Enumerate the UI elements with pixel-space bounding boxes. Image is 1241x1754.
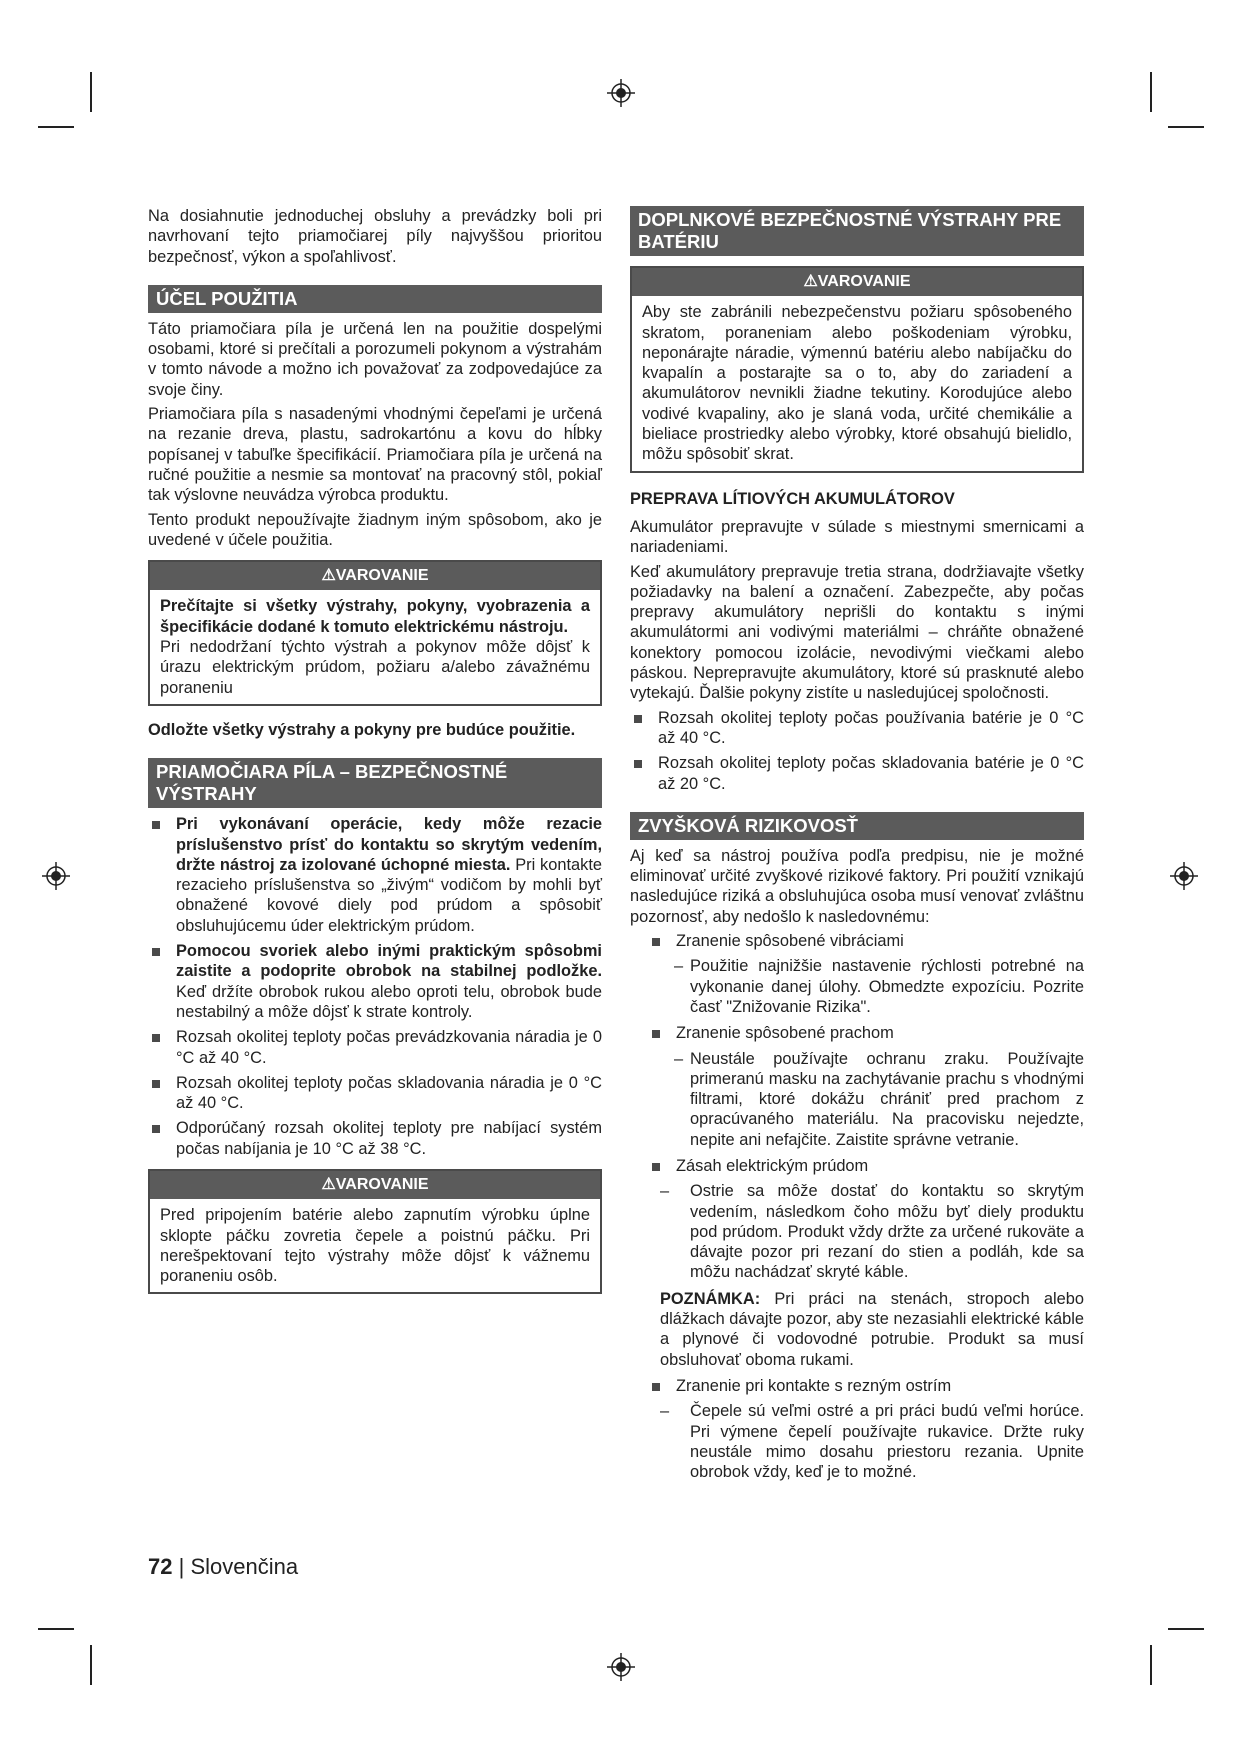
list-item: Zranenie spôsobené prachom (630, 1023, 1084, 1043)
warning-triangle-icon: ⚠ (321, 1175, 336, 1193)
section-heading-battery: DOPLNKOVÉ BEZPEČNOSTNÉ VÝSTRAHY PRE BATÉRIU (630, 206, 1084, 256)
list-item: Zásah elektrickým prúdom (630, 1156, 1084, 1176)
registration-mark-icon (42, 862, 70, 890)
warning-text: Aby ste zabránili nebezpečenstvu požiaru spôsobeného skratom, poraneniam alebo poškodeniam výrobku, neponárajte náradie, výmennú batériu alebo nabíjačku do kvapalín a postarajte sa o to, aby do zariadení a akumulátorov nevnikli žiadne tekutiny. Korodujúce alebo vodivé kvapaliny, ako je slaná voda, určité chemikálie a bieliace prostriedky alebo výrobky, ktoré obsahujú bielidlo, môžu spôsobiť skrat. (642, 303, 1072, 464)
crop-mark (1150, 1645, 1152, 1685)
section-heading-risk: ZVYŠKOVÁ RIZIKOVOSŤ (630, 812, 1084, 840)
list-item: Pomocou svoriek alebo inými praktickým spôsobmi zaistite a podoprite obrobok na stabilnej podložke. Keď držíte obrobok rukou alebo oproti telu, obrobok bude nestabilný a môže dôjsť k strate kontroly. (148, 941, 602, 1022)
risk-paragraph: Aj keď sa nástroj používa podľa predpisu, nie je možné eliminovať určité zvyškové rizikové faktory. Pri použití vznikajú nasledujúce riziká a obsluhujúca osoba musí venovať zvláštnu pozornosť, aby nedošlo k nasledovnému: (630, 846, 1084, 926)
crop-mark (1168, 1628, 1204, 1630)
list-item: Rozsah okolitej teploty počas skladovania náradia je 0 °C až 40 °C. (148, 1073, 602, 1114)
page-number: 72 (148, 1554, 173, 1579)
use-paragraph: Táto priamočiara píla je určená len na použitie dospelými osobami, ktoré si prečítali a porozumeli pokynom a výstrahám v tomto návode a možno ich považovať za zodpovedajúce za svoje činy. (148, 319, 602, 399)
risk-detail: – Použitie najnižšie nastavenie rýchlosti potrebné na vykonanie danej úlohy. Obmedzte expozíciu. Pozrite časť "Znižovanie Rizika". (630, 956, 1084, 1017)
list-item: Zranenie spôsobené vibráciami (630, 931, 1084, 951)
list-item: Pri vykonávaní operácie, kedy môže rezacie príslušenstvo prísť do kontaktu so skrytým vedením, držte nástroj za izolované úchopné miesta. Pri kontakte rezacieho príslušenstva so „živým“ vodičom by mohli byť obnažené kovové diely pod prúdom a spôsobiť obsluhujúcemu úder elektrickým prúdom. (148, 814, 602, 936)
transport-list (630, 708, 1084, 794)
right-column (630, 206, 1084, 1488)
section-heading-use: ÚČEL POUŽITIA (148, 285, 602, 313)
transport-paragraph: Keď akumulátory prepravuje tretia strana, dodržiavajte všetky požiadavky na balení a označení. Zabezpečte, aby počas prepravy akumulátory neprišli do kontaktu s inými akumulátormi ani vodivými materiálmi – chráňte obnažené konektory pomocou izolácie, nevodivými viečkami alebo páskou. Neprepravujte akumulátory, ktoré sú prasknuté alebo vytekajú. Ďalšie pokyny zistíte u nasledujúcej spoločnosti. (630, 562, 1084, 703)
warning-title: ⚠VAROVANIE (150, 562, 600, 590)
warning-text: Pred pripojením batérie alebo zapnutím výrobku úplne sklopte páčku zovretia čepele a poistnú páčku. Pri nerešpektovaní tejto výstrahy môže dôjsť k vážnemu poraneniu osôb. (160, 1206, 590, 1286)
risk-list (630, 931, 1084, 951)
list-item: Zranenie pri kontakte s rezným ostrím (630, 1376, 1084, 1396)
risk-detail: – Čepele sú veľmi ostré a pri práci budú veľmi horúce. Pri výmene čepelí používajte rukavice. Držte ruky neustále mimo dosahu priestoru rezania. Upnite obrobok vždy, keď je to možné. (630, 1401, 1084, 1482)
crop-mark (38, 126, 74, 128)
warning-box (148, 560, 602, 706)
crop-mark (38, 1628, 74, 1630)
footer-language: Slovenčina (190, 1554, 299, 1579)
crop-mark (1168, 126, 1204, 128)
warning-text: Pri nedodržaní týchto výstrah a pokynov môže dôjsť k úrazu elektrickým prúdom, požiaru a/alebo závažnému poraneniu (160, 638, 590, 697)
subheading-transport: PREPRAVA LÍTIOVÝCH AKUMULÁTOROV (630, 489, 955, 508)
transport-paragraph: Akumulátor prepravujte v súlade s miestnymi smernicami a nariadeniami. (630, 517, 1084, 557)
registration-mark-icon (1170, 862, 1198, 890)
list-item: Rozsah okolitej teploty počas používania batérie je 0 °C až 40 °C. (630, 708, 1084, 749)
warning-title: ⚠VAROVANIE (150, 1171, 600, 1199)
page-footer (148, 1554, 298, 1580)
crop-mark (1150, 72, 1152, 112)
registration-mark-icon (607, 1653, 635, 1681)
list-item: Rozsah okolitej teploty počas skladovania batérie je 0 °C až 20 °C. (630, 753, 1084, 794)
section-heading-safety: PRIAMOČIARA PÍLA – BEZPEČNOSTNÉ VÝSTRAHY (148, 758, 602, 808)
risk-detail: – Ostrie sa môže dostať do kontaktu so skrytým vedením, následkom čoho môžu byť diely produktu pod prúdom. Produkt vždy držte za určené rukoväte a dávajte pozor pri rezaní do stien a podláh, kde sa môžu nachádzať skryté káble. (630, 1181, 1084, 1282)
warning-box (148, 1169, 602, 1294)
warning-box (630, 266, 1084, 473)
left-column (148, 206, 602, 1308)
list-item: Odporúčaný rozsah okolitej teploty pre nabíjací systém počas nabíjania je 10 °C až 38 °C. (148, 1118, 602, 1159)
crop-mark (90, 72, 92, 112)
use-paragraph: Priamočiara píla s nasadenými vhodnými čepeľami je určená na rezanie dreva, plastu, sadrokartónu a kovu do hĺbky popísanej v tabuľke špecifikácií. Priamočiara píla je určená na ručné použitie a nesmie sa montovať na pracovný stôl, pokiaľ tak výslovne neuvádza výrobca produktu. (148, 405, 602, 505)
warning-triangle-icon: ⚠ (321, 567, 336, 585)
risk-detail: – Neustále používajte ochranu zraku. Používajte primeranú masku na zachytávanie prachu s vhodnými filtrami, ktoré dokážu chrániť pred prachom z opracúvaného materiálu. Na pracovisku nejedzte, nepite ani nefajčite. Zaistite správne vetranie. (630, 1049, 1084, 1150)
safety-list (148, 814, 602, 1159)
warning-triangle-icon: ⚠ (803, 273, 818, 290)
warning-title: ⚠VAROVANIE (632, 268, 1082, 296)
list-item: Rozsah okolitej teploty počas prevádzkovania náradia je 0 °C až 40 °C. (148, 1027, 602, 1068)
use-paragraph: Tento produkt nepoužívajte žiadnym iným spôsobom, ako je uvedené v účele použitia. (148, 510, 602, 549)
note-paragraph: POZNÁMKA: Pri práci na stenách, stropoch alebo dlážkach dávajte pozor, aby ste nezasiahli elektrické káble a plynové či vodovodné potrubie. Produkt sa musí obsluhovať oboma rukami. (660, 1289, 1084, 1369)
intro-paragraph: Na dosiahnutie jednoduchej obsluhy a prevádzky boli pri navrhovaní tejto priamočiarej píly najvyššou prioritou bezpečnosť, výkon a spoľahlivosť. (148, 207, 602, 266)
warning-bold-text: Prečítajte si všetky výstrahy, pokyny, vyobrazenia a špecifikácie dodané k tomuto elektrickému nástroju. (160, 597, 590, 636)
keep-instructions: Odložte všetky výstrahy a pokyny pre budúce použitie. (148, 720, 576, 739)
footer-separator: | (178, 1554, 185, 1579)
crop-mark (90, 1645, 92, 1685)
registration-mark-icon (607, 79, 635, 107)
